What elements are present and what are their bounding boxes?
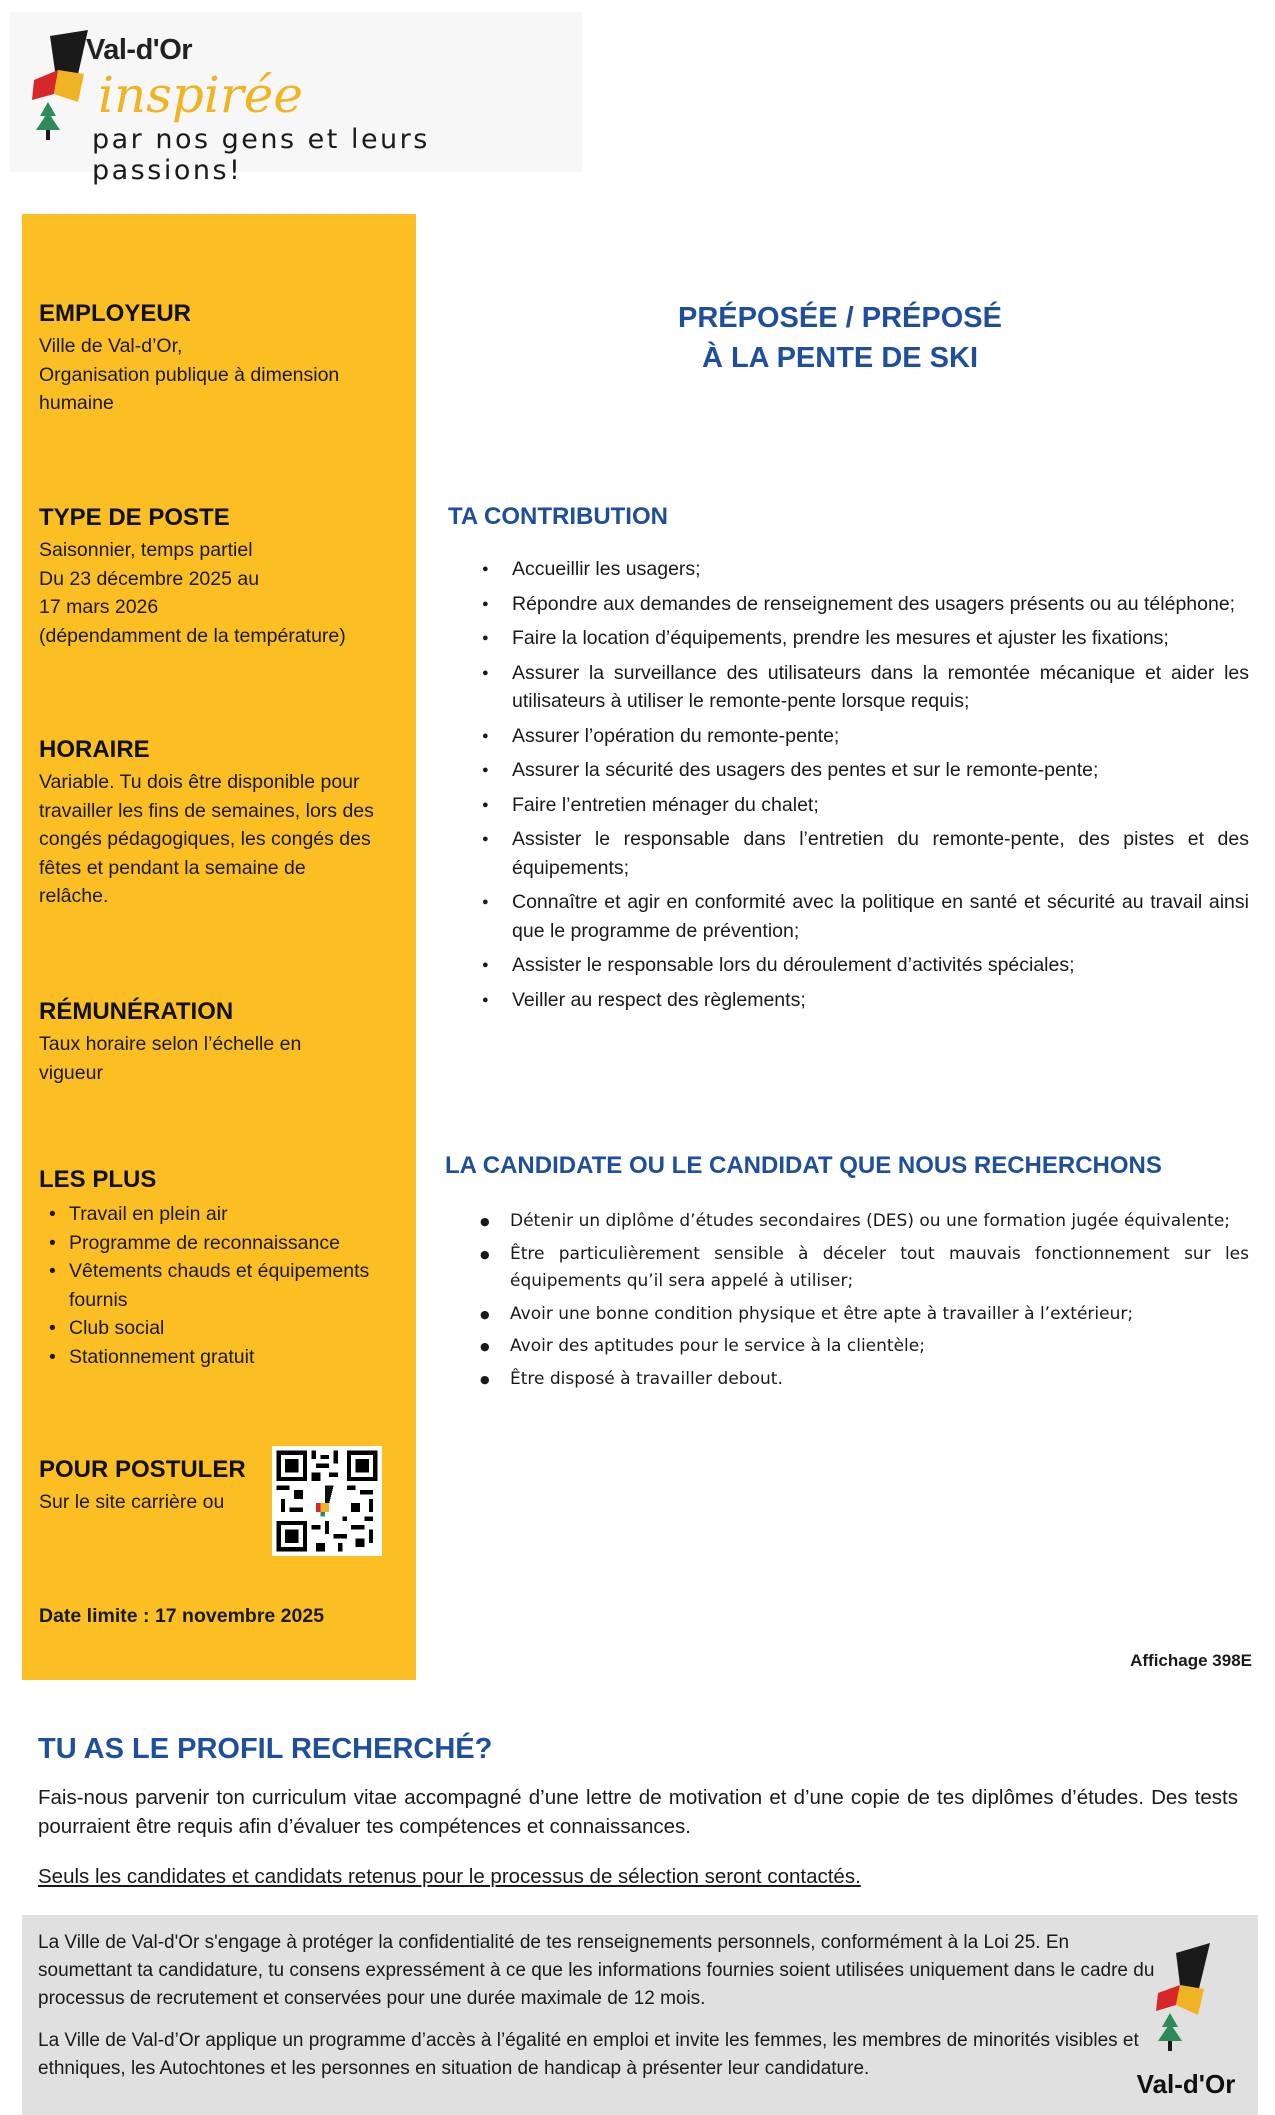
perk-item: • Club social [69,1314,417,1343]
employer-line: humaine [39,392,114,414]
logo-brand-text: Val-d'Or [86,34,193,66]
contribution-item: ● Répondre aux demandes de renseignement des usagers présents ou au téléphone; [512,590,1249,619]
sidebar [22,214,416,1680]
logo-script-text: inspirée [98,66,303,124]
contribution-item: ● Assister le responsable dans l’entretien du remonte-pente, des pistes et des équipements; [512,825,1249,882]
contribution-item: ● Assister le responsable lors du déroulement d’activités spéciales; [512,951,1249,980]
contribution-item: ● Assurer l’opération du remonte-pente; [512,722,1249,751]
perk-item: • Vêtements chauds et équipements fournis [69,1257,417,1314]
job-type-section [39,504,409,650]
contribution-list [512,555,1249,1020]
apply-heading: POUR POSTULER [39,1456,246,1483]
qr-code[interactable] [272,1446,382,1556]
footer-logo [1130,1943,1242,2103]
apply-section [39,1456,259,1517]
schedule-section [39,736,409,911]
candidate-item: ● Avoir une bonne condition physique et être apte à travailler à l’extérieur; [510,1301,1249,1329]
job-type-line: Du 23 décembre 2025 au [39,567,260,590]
job-title-line: À LA PENTE DE SKI [701,342,979,374]
deadline-section [39,1602,409,1631]
header-logo [10,12,582,186]
perk-item: • Stationnement gratuit [69,1343,417,1372]
apply-text: Sur le site carrière ou [39,1491,225,1513]
contribution-item: ● Faire la location d’équipements, prendre les mesures et ajuster les fixations; [512,624,1249,653]
profile-text: Fais-nous parvenir ton curriculum vitae accompagné d’une lettre de motivation et d’une copie de tes diplômes d’études. Des tests pourraient être requis afin d’évaluer tes compétences et connaissances. [38,1786,1238,1838]
contribution-item: ● Veiller au respect des règlements; [512,986,1249,1015]
profile-title: TU AS LE PROFIL RECHERCHÉ? [38,1733,493,1765]
profile-note: Seuls les candidates et candidats retenus pour le processus de sélection seront contactés. [38,1865,861,1888]
deadline-text: Date limite : 17 novembre 2025 [39,1605,325,1627]
candidate-item: ● Être particulièrement sensible à déceler tout mauvais fonctionnement sur les équipements qu’il sera appelé à utiliser; [510,1241,1249,1296]
schedule-line: Variable. Tu dois être disponible pour [39,771,360,793]
logo-tagline: par nos gens et leurs passions! [92,124,430,186]
contribution-item: ● Assurer la surveillance des utilisateurs dans la remontée mécanique et aider les utilisateurs à utiliser le remonte-pente lorsque requis; [512,659,1249,716]
job-type-line: (dépendamment de la température) [39,624,346,647]
job-type-heading: TYPE DE POSTE [39,504,230,531]
job-type-line: Saisonnier, temps partiel [39,539,253,561]
contribution-title: TA CONTRIBUTION [448,503,668,530]
employer-section [39,300,409,418]
footer-logo-text: Val-d'Or [1136,2069,1236,2099]
perks-section [39,1166,417,1371]
employer-line: Organisation publique à dimension [39,363,340,386]
pay-section [39,998,409,1087]
posting-number: Affichage 398E [1130,1651,1252,1670]
perk-item: • Travail en plein air [69,1200,417,1229]
candidate-title: LA CANDIDATE OU LE CANDIDAT QUE NOUS RECHERCHONS [445,1152,1162,1179]
candidate-item: ● Avoir des aptitudes pour le service à la clientèle; [510,1333,1249,1361]
schedule-line: fêtes et pendant la semaine de [39,856,306,879]
job-title [440,298,1240,378]
schedule-line: travailler les fins de semaines, lors des [39,799,374,822]
schedule-line: relâche. [39,885,109,907]
candidate-item: ● Être disposé à travailler debout. [510,1366,1249,1394]
contribution-item: ● Assurer la sécurité des usagers des pentes et sur le remonte-pente; [512,756,1249,785]
job-type-line: 17 mars 2026 [39,596,159,618]
candidate-item: ● Détenir un diplôme d’études secondaires (DES) ou une formation jugée équivalente; [510,1208,1249,1236]
contribution-item: ● Faire l’entretien ménager du chalet; [512,791,1249,820]
perk-item: • Programme de reconnaissance [69,1229,417,1258]
pay-line: vigueur [39,1061,103,1084]
pay-line: Taux horaire selon l’échelle en [39,1033,302,1055]
perks-heading: LES PLUS [39,1166,157,1193]
candidate-list [510,1208,1249,1398]
contribution-item: ● Connaître et agir en conformité avec la politique en santé et sécurité au travail ainsi que le programme de prévention; [512,888,1249,945]
employer-heading: EMPLOYEUR [39,300,192,327]
schedule-heading: HORAIRE [39,736,150,763]
val-dor-emblem-icon [1148,1943,1220,2061]
job-title-line: PRÉPOSÉE / PRÉPOSÉ [678,302,1002,334]
employer-line: Ville de Val-d’Or, [39,335,183,357]
pay-heading: RÉMUNÉRATION [39,998,234,1025]
schedule-line: congés pédagogiques, les congés des [39,828,371,850]
contribution-item: ● Accueillir les usagers; [512,555,1249,584]
perks-list [39,1200,417,1371]
privacy-text: La Ville de Val-d'Or s'engage à protéger la confidentialité de tes renseignements personnels, conformément à la Loi 25. En soumettant ta candidature, tu consens expressément à ce que les informations fournies soient utilisées uniquement dans le cadre du processus de recrutement et conservées pour une durée maximale de 12 mois. [38,1932,1155,2009]
footer [22,1915,1258,2115]
qr-code-icon [272,1446,382,1556]
equality-text: La Ville de Val-d’Or applique un programme d’accès à l’égalité en emploi et invite les femmes, les membres de minorités visibles et ethniques, les Autochtones et les personnes en situation de handicap à présenter leur candidature. [38,2030,1139,2079]
